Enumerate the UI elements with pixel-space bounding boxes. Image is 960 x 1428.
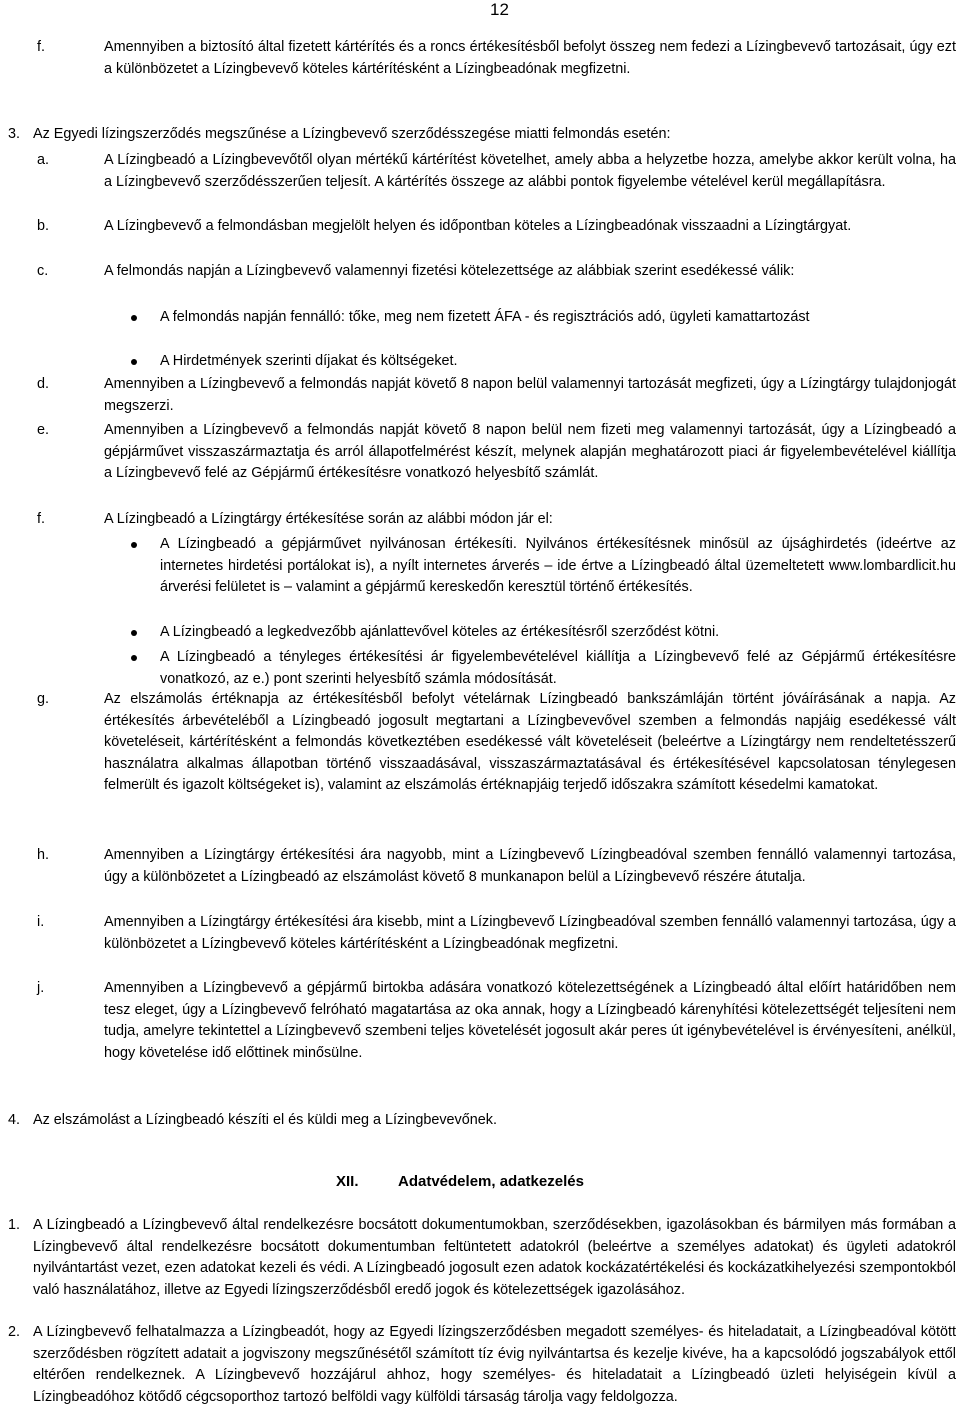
section-3-heading: Az Egyedi lízingszerződés megszűnése a Lízingbevevő szerződésszegése miatti felmondás esetén: (33, 126, 671, 142)
bullet-c-2: A Hirdetmények szerinti díjakat és költségeket. (160, 353, 458, 369)
item-label-c: c. (37, 263, 49, 279)
paragraph-c: A felmondás napján a Lízingbevevő valamennyi fizetési kötelezettsége az alábbiak szerint esedékessé válik: (104, 263, 795, 279)
section-4-number: 4. (8, 1112, 21, 1128)
item-label-e: e. (37, 422, 50, 438)
chapter-title: Adatvédelem, adatkezelés (398, 1173, 584, 1190)
paragraph-j: Amennyiben a Lízingbevevő a gépjármű birtokba adására vonatkozó kötelezettségének a Lízingbeadó által előírt határidőben nem tesz eleget, úgy a Lízingbevevő felróható magatartása az oka annak, hogy a Lízingbeadó kárenyhítési kötelezettségét teljesíteni nem tudja, amelyre tekintettel a Lízingbevevő szembeni teljes követelését jogosult akár peres út igénybevételével is érvényesíteni, anélkül, hogy követelése idő előttinek minősülne. (104, 980, 956, 1061)
item-label-b: b. (37, 218, 50, 234)
paragraph-h: Amennyiben a Lízingtárgy értékesítési ára nagyobb, mint a Lízingbevevő Lízingbeadóval szemben fennálló valamennyi tartozása, úgy a különbözetet a Lízingbeadó az elszámolást követő 8 munkanapon belül a Lízingbevevő részére átutalja. (104, 847, 956, 885)
paragraph-a: A Lízingbeadó a Lízingbevevőtől olyan mértékű kártérítést követelhet, amely abba a helyzetbe hozza, amelybe akkor került volna, ha a Lízingbevevő szerződésszerűen teljesít. A kártérítés összege az alábbi pontok figyelembe vételével kerül megállapításra. (104, 152, 956, 190)
item-label-j: j. (37, 980, 45, 996)
paragraph-i: Amennyiben a Lízingtárgy értékesítési ára kisebb, mint a Lízingbevevő Lízingbeadóval szemben fennálló valamennyi tartozása, úgy a különbözetet a Lízingbevevő köteles kártérítésként a Lízingbeadónak megfizetni. (104, 914, 956, 952)
item-label-f-top: f. (37, 39, 45, 55)
section-3-number: 3. (8, 126, 21, 142)
item-label-f: f. (37, 511, 45, 527)
item-label-g: g. (37, 691, 50, 707)
item-label-i: i. (37, 914, 45, 930)
item-label-a: a. (37, 152, 50, 168)
chapter-item-label-2: 2. (8, 1324, 21, 1340)
item-label-h: h. (37, 847, 50, 863)
page-number: 12 (490, 0, 509, 19)
chapter-item-2: A Lízingbevevő felhatalmazza a Lízingbeadót, hogy az Egyedi lízingszerződésben megadott személyes- és hiteladatait, a Lízingbeadóval kötött szerződésben rögzített adatait a jogviszony megszűnésétől számított tíz évig nyilvántartsa és kezelje kivéve, ha a kapcsolódó jogszabályok ettől eltérően rendelkeznek. A Lízingbevevő hozzájárul ahhoz, hogy személyes- és hiteladatait a Lízingbeadó üzleti helyiségein kívül a Lízingbeadóhoz kötődő cégcsoporthoz tartozó belföldi vagy külföldi társaság tárolja vagy feldolgozza. (33, 1324, 956, 1405)
bullet-icon (131, 359, 137, 365)
bullet-icon (131, 542, 137, 548)
paragraph-d: Amennyiben a Lízingbevevő a felmondás napját követő 8 napon belül valamennyi tartozását megfizeti, úgy a Lízingtárgy tulajdonjogát megszerzi. (104, 376, 956, 414)
item-label-d: d. (37, 376, 50, 392)
bullet-f-1: A Lízingbeadó a gépjárművet nyilvánosan értékesíti. Nyilvános értékesítésnek minősül az újsághirdetés (ideértve az internetes hirdetési portálokat is), a nyílt internetes árverés – ide értve a Lízingbeadó által üzemeltetett www.lombardlicit.hu árverési felületet is – valamint a gépjármű kereskedőn keresztül történő értékesítés. (160, 536, 956, 596)
section-4-text: Az elszámolást a Lízingbeadó készíti el és küldi meg a Lízingbevevőnek. (33, 1112, 497, 1128)
paragraph-f-top: Amennyiben a biztosító által fizetett kártérítés és a roncs értékesítésből befolyt összeg nem fedezi a Lízingbevevő tartozásait, úgy ezt a különbözetet a Lízingbevevő köteles kártérítésként a Lízingbeadónak megfizetni. (104, 39, 956, 77)
paragraph-g: Az elszámolás értéknapja az értékesítésből befolyt vételárnak Lízingbeadó bankszámláján történt jóváírásának a napja. Az értékesítés árbevételéből a Lízingbeadó jogosult megtartani a Lízingbevevővel szemben a felmondás napjáig esedékessé vált követeléseit, kártérítésként a felmondás következtében esedékessé vált követeléseit (beleértve a Lízingtárgy nem rendeltetésszerű használatra alkalmas állapotban történő visszaadásával, visszaszármaztatásával és értékesítésével kapcsolatosan ténylegesen felmerült és igazolt költségeket is), valamint az elszámolás értéknapjáig terjedő időszakra számított késedelmi kamatokat. (104, 691, 956, 794)
bullet-icon (131, 655, 137, 661)
bullet-f-3: A Lízingbeadó a tényleges értékesítési ár figyelembevételével kiállítja a Lízingbevevő felé az Gépjármű értékesítésre vonatkozó, az e.) pont szerinti helyesbítő számla módosítását. (160, 649, 956, 687)
paragraph-b: A Lízingbevevő a felmondásban megjelölt helyen és időpontban köteles a Lízingbeadónak visszaadni a Lízingtárgyat. (104, 218, 852, 234)
chapter-item-label-1: 1. (8, 1217, 21, 1233)
bullet-icon (131, 315, 137, 321)
chapter-number: XII. (336, 1173, 359, 1190)
bullet-f-2: A Lízingbeadó a legkedvezőbb ajánlattevővel köteles az értékesítésről szerződést kötni. (160, 624, 720, 640)
chapter-item-1: A Lízingbeadó a Lízingbevevő által rendelkezésre bocsátott dokumentumokban, szerződésekben, igazolásokban és bármilyen más formában a Lízingbevevő által rendelkezésre bocsátott dokumentumban feltüntetett adatokról (beleértve a személyes adatokat) és ügyleti adatokról nyilvántartást vezet, ezen adatokat kezeli és védi. A Lízingbeadó jogosult ezen adatok kockázatértékelési és kockázatkihelyezési szempontokból való használatához, illetve az Egyedi lízingszerződésből eredő jogok és kötelezettségek igazolásához. (33, 1217, 956, 1298)
paragraph-e: Amennyiben a Lízingbevevő a felmondás napját követő 8 napon belül nem fizeti meg valamennyi tartozását, úgy a Lízingbeadó a gépjárművet visszaszármaztatja és arról állapotfelmérést készít, melynek alapján meghatározott piaci ár figyelembevételével kiállítja a Lízingbevevő felé az Gépjármű értékesítésre vonatkozó helyesbítő számlát. (104, 422, 956, 482)
bullet-c-1: A felmondás napján fennálló: tőke, meg nem fizetett ÁFA - és regisztrációs adó, ügyleti kamattartozást (160, 309, 810, 325)
paragraph-f: A Lízingbeadó a Lízingtárgy értékesítése során az alábbi módon jár el: (104, 511, 553, 527)
bullet-icon (131, 630, 137, 636)
